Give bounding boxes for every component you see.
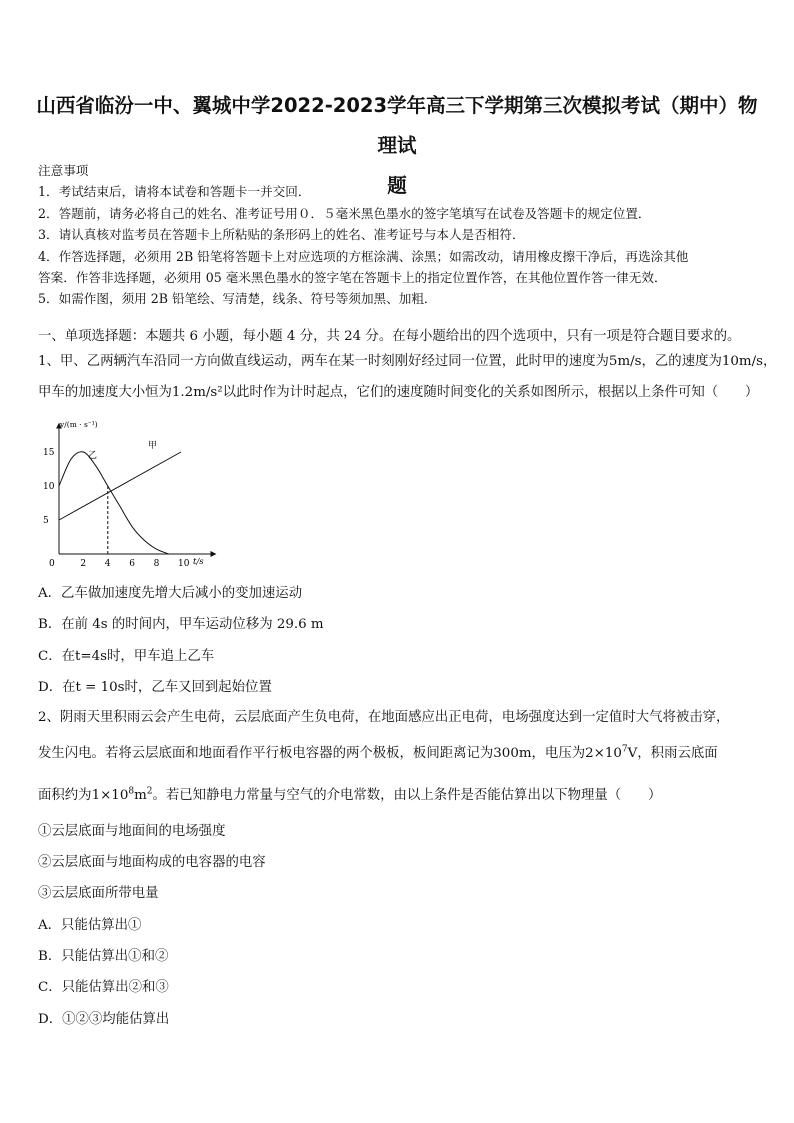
velocity-time-chart [40, 414, 220, 574]
y-tick-label: 15 [43, 448, 55, 458]
y-axis-label: v/(m · s⁻¹) [60, 420, 98, 429]
voltage-exponent: 7 [621, 744, 628, 755]
q2-item-1: ①云层底面与地面间的电场强度 [38, 824, 226, 839]
q1-option-a: A．乙车做加速度先增大后减小的变加速运动 [38, 586, 303, 601]
q2-item-2: ②云层底面与地面构成的电容器的电容 [38, 855, 266, 870]
notice-item: 答案．作答非选择题，必须用 05 毫米黑色墨水的签字笔在答题卡上的指定位置作答，在其他位置作答一律无效． [38, 270, 667, 286]
notice-heading: 注意事项 [38, 163, 89, 178]
x-tick-label: 0 [49, 559, 55, 569]
x-tick-label: 6 [129, 559, 135, 569]
q1-text-line2: 甲车的加速度大小恒为1.2m/s²以此时作为计时起点，它们的速度随时间变化的关系如图所示，根据以上条件可知（ ） [38, 385, 759, 400]
voltage-unit: V [627, 746, 638, 761]
notice-item: 1．考试结束后，请将本试卷和答题卡一并交回． [38, 184, 311, 200]
area-unit-exponent: 2 [146, 786, 153, 797]
x-axis-label: t/s [193, 557, 204, 567]
y-tick-label: 5 [43, 516, 49, 526]
notice-block [38, 160, 760, 310]
q2-option-b: B．只能估算出①和② [38, 949, 169, 964]
plate-distance: 300m [493, 746, 532, 761]
series-line-jia [59, 452, 181, 520]
title-line-2: 题 [387, 174, 407, 197]
q2-text-line1: 2、阴雨天里积雨云会产生电荷，云层底面产生负电荷，在地面感应出正电荷，电场强度达到一定值时大气将被击穿， [38, 710, 730, 725]
area-exponent: 8 [128, 786, 135, 797]
notice-item: 4．作答选择题，必须用 2B 铅笔将答题卡上对应选项的方框涂满、涂黑；如需改动，请用橡皮擦干净后，再选涂其他 [38, 248, 689, 264]
series-label-jia: 甲 [148, 441, 158, 451]
q2-text-part: ，电压为 [531, 746, 586, 761]
series-label-yi: 乙 [88, 451, 98, 461]
q1-option-b: B．在前 4s 的时间内，甲车运动位移为 29.6 m [38, 617, 324, 632]
area-value: 1×10 [91, 788, 129, 803]
q2-text-part: ，积雨云底面 [637, 746, 718, 761]
section-heading: 一、单项选择题：本题共 6 小题，每小题 4 分，共 24 分。在每小题给出的四个选项中，只有一项是符合题目要求的。 [38, 329, 741, 344]
q1-option-d: D．在t = 10s时，乙车又回到起始位置 [38, 680, 272, 695]
notice-item: 2．答题前，请务必将自己的姓名、准考证号用０．５毫米黑色墨水的签字笔填写在试卷及答题卡的规定位置． [38, 205, 651, 221]
x-tick-label: 10 [178, 559, 190, 569]
notice-item: 5．如需作图，须用 2B 铅笔绘、写清楚，线条、符号等须加黑、加粗． [38, 291, 437, 307]
notice-item: 3．请认真核对监考员在答题卡上所粘贴的条形码上的姓名、准考证号与本人是否相符． [38, 227, 525, 243]
x-tick-label: 4 [104, 559, 111, 569]
y-tick-label: 10 [43, 482, 55, 492]
series-line-yi [59, 452, 169, 554]
q2-text-line2 [38, 742, 762, 761]
area-unit: m [134, 788, 147, 803]
q2-option-a: A．只能估算出① [38, 918, 142, 933]
title-line-1: 山西省临汾一中、翼城中学2022-2023学年高三下学期第三次模拟考试（期中）物理试 [36, 94, 758, 157]
x-tick-label: 8 [153, 559, 160, 569]
q2-text-part: 发生闪电。若将云层底面和地面看作平行板电容器的两个极板，板间距离记为 [38, 746, 494, 761]
q1-text-line1: 1、甲、乙两辆汽车沿同一方向做直线运动，两车在某一时刻刚好经过同一位置，此时甲的速度为5m/s，乙的速度为10m/s， [38, 354, 777, 369]
q2-option-d: D．①②③均能估算出 [38, 1012, 170, 1027]
chart-svg [40, 414, 220, 570]
q2-item-3: ③云层底面所带电量 [38, 886, 159, 901]
q2-text-part: 面积约为 [38, 788, 92, 803]
q2-text-line3 [38, 784, 762, 803]
x-tick-label: 2 [80, 559, 87, 569]
q2-text-part: 。若已知静电力常量与空气的介电常数，由以上条件是否能估算出以下物理量（ ） [152, 788, 662, 803]
voltage-value: 2×10 [585, 746, 622, 761]
q2-option-c: C．只能估算出②和③ [38, 980, 169, 995]
q1-option-c: C．在t=4s时，甲车追上乙车 [38, 649, 215, 664]
